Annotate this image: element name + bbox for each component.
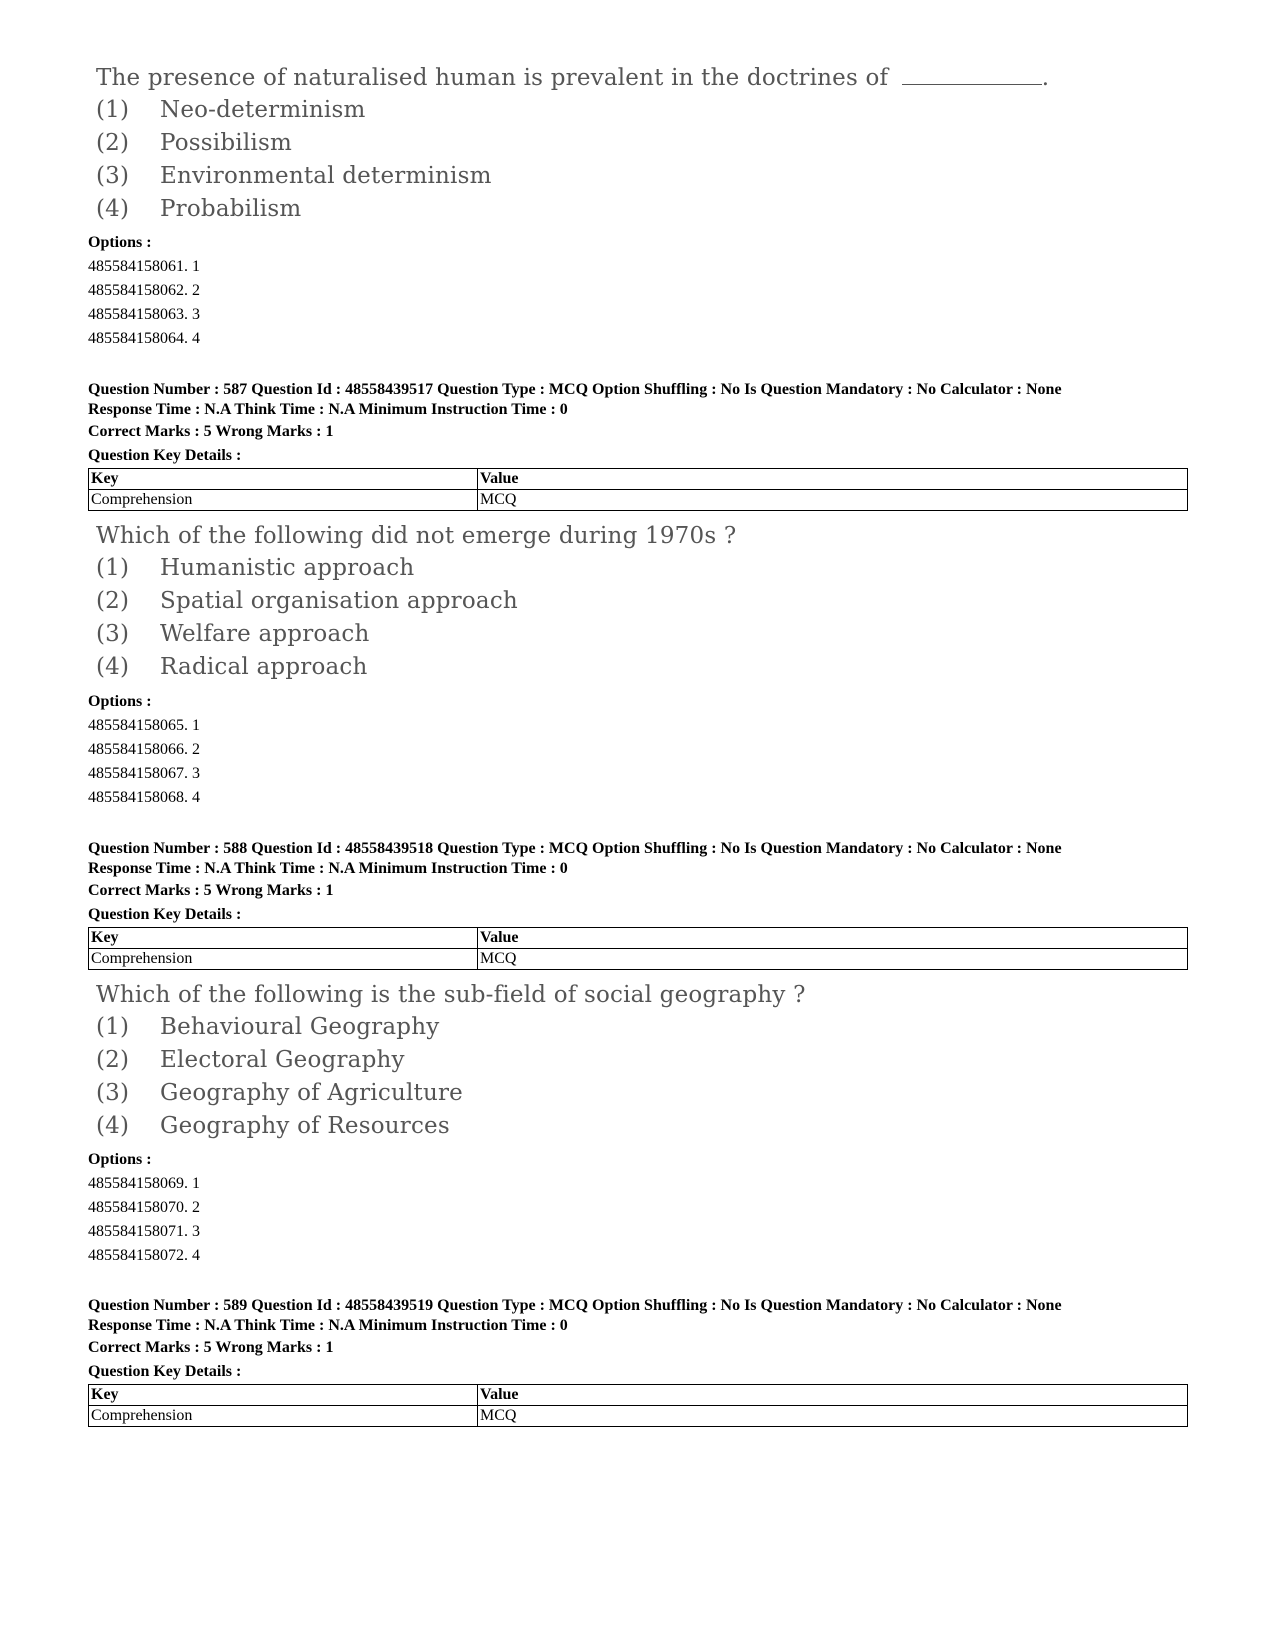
question-588-image xyxy=(96,979,806,1143)
question-meta-line: Question Number : 589 Question Id : 48558439519 Question Type : MCQ Option Shuffling : No Is Question Mandatory : No Calculator : None xyxy=(88,1297,1062,1314)
question-stem: Which of the following did not emerge during 1970s ? xyxy=(96,523,737,549)
table-cell-key: Comprehension xyxy=(89,949,478,970)
option-text: Geography of Agriculture xyxy=(160,1080,463,1106)
option-id: 485584158061. 1 xyxy=(88,258,200,275)
option-text: Environmental determinism xyxy=(160,163,492,189)
table-header-row xyxy=(89,469,1188,490)
question-marks: Correct Marks : 5 Wrong Marks : 1 xyxy=(88,882,334,899)
question-586-image xyxy=(96,62,1049,226)
question-option xyxy=(96,552,736,585)
question-key-table xyxy=(88,927,1188,970)
question-meta-line: Response Time : N.A Think Time : N.A Minimum Instruction Time : 0 xyxy=(88,1317,568,1334)
question-stem-text: The presence of naturalised human is prevalent in the doctrines of xyxy=(96,65,889,91)
option-id: 485584158069. 1 xyxy=(88,1175,200,1192)
option-number: (2) xyxy=(96,130,130,156)
question-key-table xyxy=(88,1384,1188,1427)
table-cell-key: Comprehension xyxy=(89,490,478,511)
question-option xyxy=(96,651,736,684)
option-text: Geography of Resources xyxy=(160,1113,450,1139)
table-header-value: Value xyxy=(478,1385,1188,1406)
question-option xyxy=(96,585,736,618)
option-number: (4) xyxy=(96,196,130,222)
fill-blank-line xyxy=(902,64,1042,85)
options-list xyxy=(88,231,200,351)
option-text: Possibilism xyxy=(160,130,292,156)
option-text: Neo-determinism xyxy=(160,97,366,123)
options-list xyxy=(88,1148,200,1268)
question-marks: Correct Marks : 5 Wrong Marks : 1 xyxy=(88,423,334,440)
table-header-row xyxy=(89,1385,1188,1406)
question-option xyxy=(96,94,1049,127)
question-key-details-label: Question Key Details : xyxy=(88,447,242,464)
question-option xyxy=(96,618,736,651)
question-key-details-label: Question Key Details : xyxy=(88,1363,242,1380)
table-header-row xyxy=(89,928,1188,949)
option-text: Radical approach xyxy=(160,654,368,680)
question-meta-line: Question Number : 588 Question Id : 48558439518 Question Type : MCQ Option Shuffling : No Is Question Mandatory : No Calculator : None xyxy=(88,840,1062,857)
question-marks: Correct Marks : 5 Wrong Marks : 1 xyxy=(88,1339,334,1356)
question-option xyxy=(96,1110,806,1143)
question-option xyxy=(96,1077,806,1110)
question-option xyxy=(96,127,1049,160)
option-number: (1) xyxy=(96,555,130,581)
option-text: Probabilism xyxy=(160,196,302,222)
table-header-key: Key xyxy=(89,469,478,490)
table-cell-value: MCQ xyxy=(478,490,1188,511)
question-589-meta xyxy=(88,1296,1062,1384)
option-id: 485584158067. 3 xyxy=(88,765,200,782)
table-header-key: Key xyxy=(89,928,478,949)
option-number: (2) xyxy=(96,1047,130,1073)
options-label: Options : xyxy=(88,693,152,710)
question-stem xyxy=(96,62,1049,94)
option-id: 485584158071. 3 xyxy=(88,1223,200,1240)
question-meta-line: Response Time : N.A Think Time : N.A Minimum Instruction Time : 0 xyxy=(88,860,568,877)
question-option xyxy=(96,1044,806,1077)
question-key-details-label: Question Key Details : xyxy=(88,906,242,923)
question-option xyxy=(96,193,1049,226)
question-587-image xyxy=(96,520,736,684)
table-header-value: Value xyxy=(478,469,1188,490)
table-row xyxy=(89,490,1188,511)
question-option xyxy=(96,1011,806,1044)
table-header-value: Value xyxy=(478,928,1188,949)
options-label: Options : xyxy=(88,1151,152,1168)
option-number: (1) xyxy=(96,1014,130,1040)
option-text: Electoral Geography xyxy=(160,1047,405,1073)
option-number: (3) xyxy=(96,1080,130,1106)
option-number: (3) xyxy=(96,621,130,647)
table-cell-value: MCQ xyxy=(478,949,1188,970)
question-key-table xyxy=(88,468,1188,511)
option-number: (4) xyxy=(96,654,130,680)
table-header-key: Key xyxy=(89,1385,478,1406)
option-id: 485584158062. 2 xyxy=(88,282,200,299)
option-id: 485584158072. 4 xyxy=(88,1247,200,1264)
option-number: (2) xyxy=(96,588,130,614)
option-number: (3) xyxy=(96,163,130,189)
table-row xyxy=(89,1406,1188,1427)
table-cell-key: Comprehension xyxy=(89,1406,478,1427)
option-text: Spatial organisation approach xyxy=(160,588,518,614)
option-id: 485584158065. 1 xyxy=(88,717,200,734)
option-number: (1) xyxy=(96,97,130,123)
option-text: Humanistic approach xyxy=(160,555,415,581)
option-text: Behavioural Geography xyxy=(160,1014,440,1040)
options-label: Options : xyxy=(88,234,152,251)
question-587-meta xyxy=(88,380,1062,468)
option-id: 485584158070. 2 xyxy=(88,1199,200,1216)
option-number: (4) xyxy=(96,1113,130,1139)
option-text: Welfare approach xyxy=(160,621,370,647)
option-id: 485584158063. 3 xyxy=(88,306,200,323)
table-cell-value: MCQ xyxy=(478,1406,1188,1427)
question-588-meta xyxy=(88,839,1062,927)
question-stem: Which of the following is the sub-field of social geography ? xyxy=(96,982,806,1008)
question-meta-line: Response Time : N.A Think Time : N.A Minimum Instruction Time : 0 xyxy=(88,401,568,418)
table-row xyxy=(89,949,1188,970)
options-list xyxy=(88,690,200,810)
question-stem-end: . xyxy=(1041,65,1050,91)
question-meta-line: Question Number : 587 Question Id : 48558439517 Question Type : MCQ Option Shuffling : No Is Question Mandatory : No Calculator : None xyxy=(88,381,1062,398)
option-id: 485584158066. 2 xyxy=(88,741,200,758)
option-id: 485584158064. 4 xyxy=(88,330,200,347)
question-option xyxy=(96,160,1049,193)
option-id: 485584158068. 4 xyxy=(88,789,200,806)
